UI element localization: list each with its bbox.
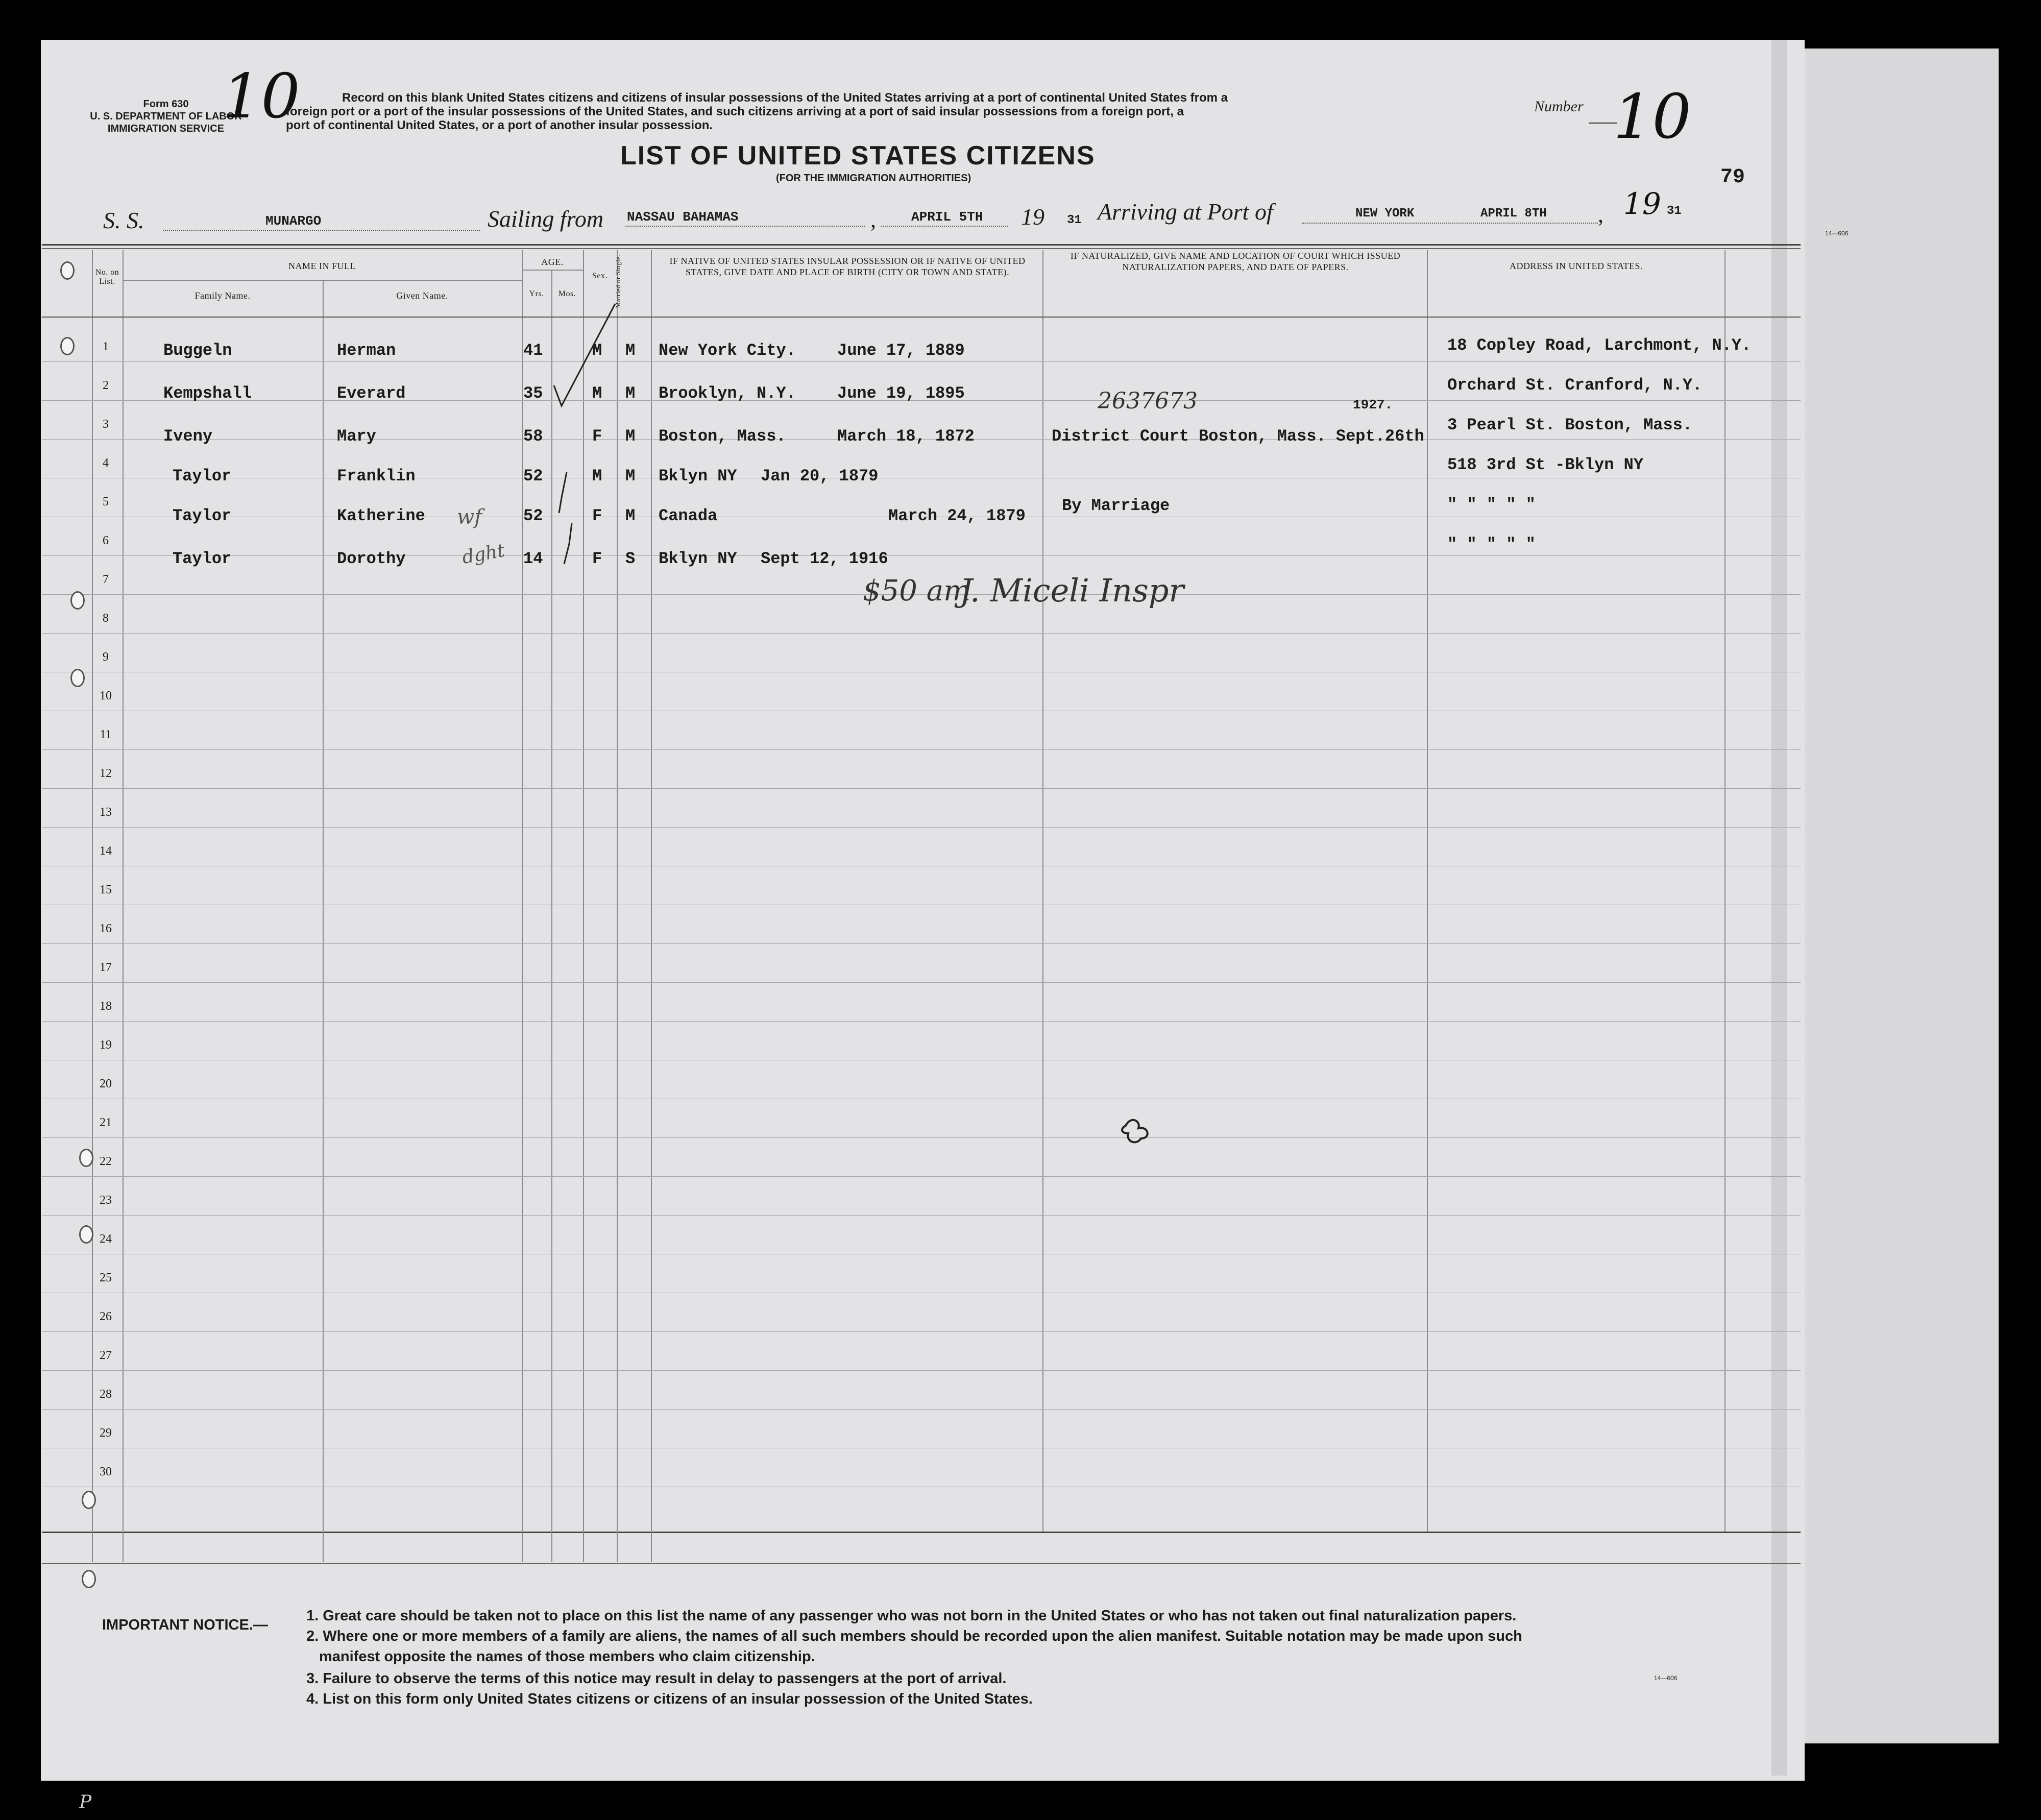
notice-item-4: 4. List on this form only United States citizens or citizens of an insular possession of the United States. [306,1691,1033,1707]
wife-note: wf [457,505,482,529]
header-no: No. on List. [95,268,119,286]
ship-underline [163,230,480,231]
passenger-marital-status: M [625,341,636,360]
row-number: 4 [103,456,109,470]
notice-label: IMPORTANT NOTICE.— [102,1617,268,1633]
sailing-year-prefix: 19 [1021,204,1044,230]
notice-item-2: 2. Where one or more members of a family are aliens, the names of all such members should be recorded upon the alien manifest. Suitable notation may be made upon such [306,1628,1522,1644]
table-lower-rule [42,1563,1801,1564]
passenger-birth-place: Bklyn NY [659,467,737,486]
page-title: LIST OF UNITED STATES CITIZENS [620,141,1096,171]
passenger-family-name: Taylor [173,506,232,525]
row-number: 25 [100,1271,112,1284]
col-line-birth [651,250,652,1562]
ink-mark [1121,1115,1156,1146]
passenger-birth-date: March 18, 1872 [837,427,975,446]
table-top-rule-2 [42,248,1801,249]
passenger-address: Orchard St. Cranford, N.Y. [1447,376,1703,395]
row-number: 27 [100,1349,112,1362]
row-rule [42,1137,1801,1138]
department-line2: IMMIGRATION SERVICE [107,123,225,134]
table-top-rule [42,244,1801,246]
passenger-address: " " " " " [1447,495,1536,514]
row-number: 19 [100,1038,112,1052]
margin-letter: P [79,1792,92,1813]
passenger-sex: F [592,549,602,568]
row-number: 20 [100,1077,112,1090]
row-number: 17 [100,961,112,974]
age-check-marks [551,299,620,574]
record-text-line2: foreign port or a port of the insular possessions of the United States, and such citizens arriving at a port of said insular possessions from a foreign port, a [286,105,1184,118]
row-rule [42,982,1801,983]
arriving-date: APRIL 8TH [1480,207,1547,221]
sailing-date: APRIL 5TH [911,209,983,225]
passenger-age-years: 14 [523,549,543,568]
passenger-address: 518 3rd St -Bklyn NY [1447,455,1644,474]
passenger-given-name: Everard [337,384,406,403]
row-rule [42,633,1801,634]
row-rule [42,943,1801,944]
passenger-marital-status: M [625,427,636,446]
punch-hole [79,1225,93,1244]
row-rule [42,1409,1801,1410]
page-stamp: 79 [1720,166,1745,189]
arriving-label: Arriving at Port of [1098,199,1273,225]
row-number: 13 [100,806,112,819]
print-code-bottom: 14—606 [1654,1675,1678,1682]
punch-hole [70,669,85,687]
notice-item-2-cont: manifest opposite the names of those members who claim citizenship. [319,1648,815,1665]
passenger-birth-place: Boston, Mass. [659,427,786,446]
ss-label: S. S. [103,207,144,233]
notice-item-1: 1. Great care should be taken not to place on this list the name of any passenger who was not born in the United States or who has not taken out final naturalization papers. [306,1608,1517,1624]
background-sheet [1784,48,1999,1743]
header-yrs: Yrs. [529,289,544,298]
sailing-date-underline [881,226,1008,227]
passenger-marital-status: M [625,506,636,525]
passenger-age-years: 35 [523,384,543,403]
passenger-birth-place: Brooklyn, N.Y. [659,384,796,403]
punch-hole [82,1491,96,1509]
notice-item-3: 3. Failure to observe the terms of this notice may result in delay to passengers at the port of arrival. [306,1670,1007,1687]
inspector-signature: J. Miceli Inspr [960,572,1184,609]
col-line-yrs [522,250,523,1562]
punch-hole [79,1149,93,1167]
arriving-year-suffix: 31 [1667,204,1682,218]
passenger-birth-place: Bklyn NY [659,549,737,568]
row-number: 11 [100,728,112,741]
passenger-family-name: Kempshall [163,384,252,403]
passenger-birth-date: June 17, 1889 [837,341,965,360]
passenger-age-years: 52 [523,506,543,525]
col-line-no [92,250,93,1562]
passenger-birth-date: March 24, 1879 [888,506,1026,525]
passenger-given-name: Katherine [337,506,425,525]
row-number: 12 [100,767,112,780]
row-number: 29 [100,1426,112,1440]
row-number: 10 [100,689,112,702]
passenger-marital-status: M [625,467,636,486]
sailing-label: Sailing from [488,206,604,232]
punch-hole [60,337,75,355]
passenger-birth-place: Canada [659,506,718,525]
comma-1: , [870,207,876,232]
passenger-address: " " " " " [1447,535,1536,554]
row-number: 22 [100,1155,112,1168]
row-rule [42,788,1801,789]
header-family-name: Family Name. [195,290,251,301]
row-number: 5 [103,495,109,508]
row-rule [42,361,1801,362]
col-line-nat [1042,250,1043,1532]
passenger-given-name: Dorothy [337,549,406,568]
row-number: 7 [103,573,109,586]
passenger-sex: M [592,384,602,403]
row-number: 23 [100,1194,112,1207]
row-number: 9 [103,650,109,664]
header-married: Married or Single. [614,254,622,308]
row-rule [42,827,1801,828]
comma-2: , [1598,202,1603,227]
passenger-sex: M [592,341,602,360]
arriving-year-prefix: 19 [1623,186,1661,221]
passenger-marital-status: S [625,549,636,568]
row-number: 8 [103,612,109,625]
header-address: ADDRESS IN UNITED STATES. [1509,261,1643,271]
header-name-in-full: NAME IN FULL [288,261,356,271]
passenger-address: 18 Copley Road, Larchmont, N.Y. [1447,336,1752,355]
passenger-given-name: Herman [337,341,396,360]
col-line-address [1427,250,1428,1532]
row-number: 15 [100,883,112,896]
punch-hole [70,591,85,610]
naturalization-number: 2637673 [1098,388,1198,414]
print-code-top: 14—606 [1825,230,1849,237]
number-label: Number [1534,98,1584,115]
department-line1: U. S. DEPARTMENT OF LABOR [90,111,242,122]
header-name-rule [123,280,522,281]
row-number: 18 [100,1000,112,1013]
passenger-family-name: Buggeln [163,341,232,360]
record-text-line3: port of continental United States, or a port of another insular possession. [286,118,713,132]
arriving-port: NEW YORK [1355,207,1415,221]
row-number: 2 [103,379,109,392]
row-number: 1 [103,340,109,353]
header-mos: Mos. [558,289,576,298]
passenger-family-name: Taylor [173,549,232,568]
row-rule [42,1215,1801,1216]
table-bottom-rule [42,1532,1801,1533]
record-text-line1: Record on this blank United States citizens and citizens of insular possessions of the United States arriving at a port of continental United States from a [342,91,1228,105]
header-naturalized: IF NATURALIZED, GIVE NAME AND LOCATION OF COURT WHICH ISSUED NATURALIZATION PAPERS, AND DATE OF PAPERS. [1070,251,1401,272]
passenger-age-years: 58 [523,427,543,446]
passenger-sex: F [592,427,602,446]
form-number: Form 630 [143,99,189,110]
row-number: 30 [100,1465,112,1478]
daughter-note: dght [460,540,506,568]
header-age: AGE. [541,257,564,267]
passenger-naturalization: District Court Boston, Mass. Sept.26th [1052,427,1424,446]
passenger-age-years: 52 [523,467,543,486]
page-subtitle: (FOR THE IMMIGRATION AUTHORITIES) [776,173,971,184]
passenger-sex: F [592,506,602,525]
fee-note: $50 am [863,574,971,608]
naturalization-year: 1927. [1353,397,1393,412]
row-rule [42,1331,1801,1332]
number-value: 10 [1613,82,1691,153]
sailing-year-suffix: 31 [1067,213,1082,227]
row-rule [42,1370,1801,1371]
row-number: 16 [100,922,112,935]
passenger-birth-date: June 19, 1895 [837,384,965,403]
sailing-from: NASSAU BAHAMAS [627,209,739,225]
arriving-underline [1302,223,1598,224]
passenger-given-name: Franklin [337,467,416,486]
header-sex: Sex. [592,272,608,280]
passenger-marital-status: M [625,384,636,403]
passenger-family-name: Iveny [163,427,213,446]
row-rule [42,1176,1801,1177]
row-number: 24 [100,1232,112,1246]
sheet-fold [1771,40,1787,1776]
row-number: 3 [103,418,109,431]
passenger-address: 3 Pearl St. Boston, Mass. [1447,416,1693,434]
row-number: 6 [103,534,109,547]
header-age-rule [522,270,583,271]
handwritten-sheet-number: 10 [222,61,300,132]
row-number: 14 [100,844,112,858]
row-rule [42,749,1801,750]
passenger-birth-place: New York City. [659,341,796,360]
punch-hole [60,261,75,280]
passenger-family-name: Taylor [173,467,232,486]
passenger-given-name: Mary [337,427,376,446]
header-given-name: Given Name. [396,290,448,301]
header-bottom-rule [42,317,1801,318]
row-rule [42,1021,1801,1022]
row-number: 28 [100,1388,112,1401]
passenger-birth-date: Jan 20, 1879 [761,467,879,486]
col-line-end [1724,250,1726,1532]
passenger-age-years: 41 [523,341,543,360]
passenger-sex: M [592,467,602,486]
number-underline [1589,123,1617,124]
punch-hole [82,1570,96,1588]
ship-name: MUNARGO [265,213,322,229]
row-number: 21 [100,1116,112,1129]
passenger-birth-date: Sept 12, 1916 [761,549,888,568]
header-birth: IF NATIVE OF UNITED STATES INSULAR POSSESSION OR IF NATIVE OF UNITED STATES, GIVE DATE AND PLACE OF BIRTH (CITY OR TOWN AND STATE). [669,256,1026,277]
passenger-naturalization: By Marriage [1062,496,1170,515]
sailing-underline [625,226,865,227]
row-rule [42,555,1801,556]
row-number: 26 [100,1310,112,1323]
col-line-family [123,250,124,1562]
